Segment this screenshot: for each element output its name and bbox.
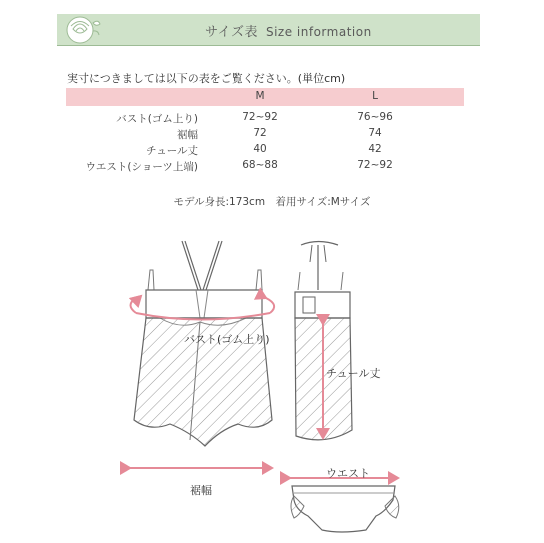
column-header-l: L [372, 90, 378, 102]
title-jp: サイズ表 [205, 25, 258, 40]
front-view [130, 241, 274, 468]
column-header-m: M [255, 90, 265, 102]
row-label-bust: バスト(ゴム上り) [116, 113, 198, 125]
diagram-label-tulle: チュール丈 [326, 367, 381, 380]
intro-text: 実寸につきましては以下の表をご覧ください。(単位cm) [67, 72, 346, 85]
title-en: Size information [265, 25, 372, 39]
row-label-hem: 裾幅 [177, 129, 198, 141]
cell-tulle-m: 40 [253, 143, 267, 155]
cell-hem-m: 72 [253, 127, 267, 139]
cell-tulle-l: 42 [368, 143, 382, 155]
diagram-label-hem: 裾幅 [190, 484, 212, 497]
cell-bust-l: 76~96 [357, 111, 393, 123]
diagram-label-bust: バスト(ゴム上り) [184, 333, 270, 346]
row-label-tulle: チュール丈 [146, 145, 198, 157]
cell-waist-l: 72~92 [357, 159, 393, 171]
model-note: モデル身長:173cm 着用サイズ:Mサイズ [173, 196, 371, 208]
cell-hem-l: 74 [368, 127, 382, 139]
cell-waist-m: 68~88 [242, 159, 278, 171]
side-view [290, 242, 399, 533]
diagram-label-waist: ウエスト [326, 467, 370, 480]
cell-bust-m: 72~92 [242, 111, 278, 123]
row-label-waist: ウエスト(ショーツ上端) [85, 161, 198, 173]
